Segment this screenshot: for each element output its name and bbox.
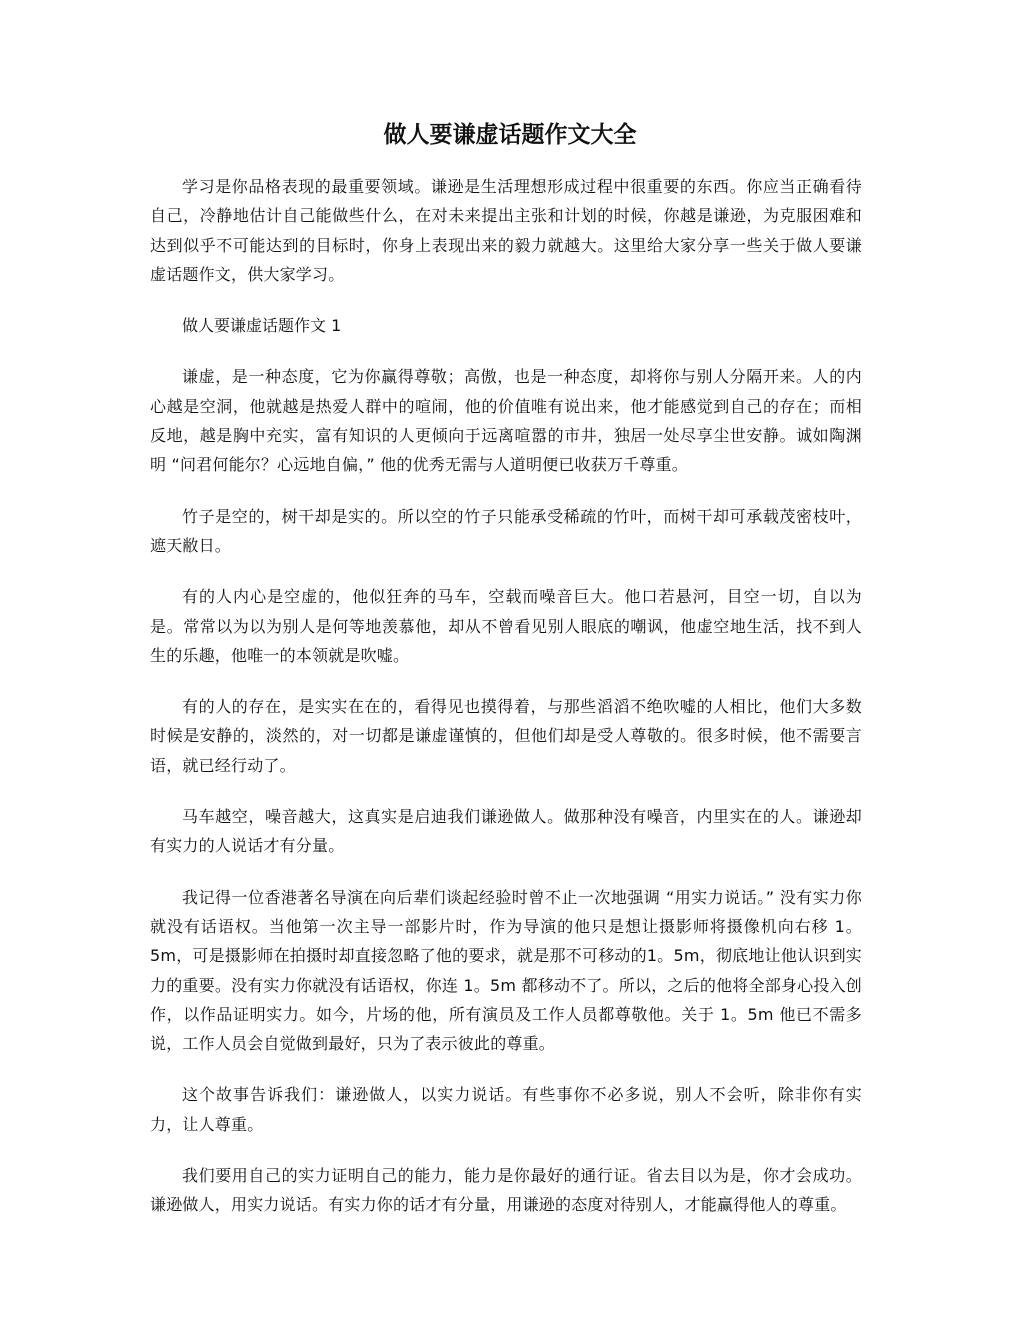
essay-paragraph: 我记得一位香港著名导演在向后辈们谈起经验时曾不止一次地强调 “用实力说话。” 没有实力你就没有话语权。当他第一次主导一部影片时，作为导演的他只是想让摄影师将摄像机向右移 1。5m，可是摄影师在拍摄时却直接忽略了他的要求，就是那不可移动的1。5m，彻底地让他认识到实力的重要。没有实力你就没有话语权，你连 1。5m 都移动不了。所以，之后的他将全部身心投入创作，以作品证明实力。如今，片场的他，所有演员及工作人员都尊敬他。关于 1。5m 他已不需多说，工作人员会自觉做到最好，只为了表示彼此的尊重。 [150, 887, 862, 1054]
essay-paragraph: 竹子是空的，树干却是实的。所以空的竹子只能承受稀疏的竹叶，而树干却可承载茂密枝叶，遮天敝日。 [150, 506, 862, 555]
essay-paragraph: 这个故事告诉我们：谦逊做人，以实力说话。有些事你不必多说，别人不会听，除非你有实力，让人尊重。 [150, 1085, 862, 1134]
essay-paragraph: 我们要用自己的实力证明自己的能力，能力是你最好的通行证。省去目以为是，你才会成功。谦逊做人，用实力说话。有实力你的话才有分量，用谦逊的态度对待别人，才能赢得他人的尊重。 [150, 1166, 862, 1215]
essay-paragraph: 马车越空，噪音越大，这真实是启迪我们谦逊做人。做那种没有噪音，内里实在的人。谦逊却有实力的人说话才有分量。 [150, 807, 862, 856]
essay-paragraph: 谦虚，是一种态度，它为你赢得尊敬；高傲，也是一种态度，却将你与别人分隔开来。人的内心越是空洞，他就越是热爱人群中的喧闹，他的价值唯有说出来，他才能感觉到自己的存在；而相反地，越是胸中充实，富有知识的人更倾向于远离喧嚣的市井，独居一处尽享尘世安静。诚如陶渊明 “问君何能尔？心远地自偏，” 他的优秀无需与人道明便已收获万千尊重。 [150, 367, 862, 475]
essay-paragraph: 有的人的存在，是实实在在的，看得见也摸得着，与那些滔滔不绝吹嘘的人相比，他们大多数时候是安静的，淡然的，对一切都是谦虚谨慎的，但他们却是受人尊敬的。很多时候，他不需要言语，就已经行动了。 [150, 697, 862, 775]
essay-subheading: 做人要谦虚话题作文 1 [182, 316, 342, 336]
intro-paragraph: 学习是你品格表现的最重要领域。谦逊是生活理想形成过程中很重要的东西。你应当正确看待自己，冷静地估计自己能做些什么，在对未来提出主张和计划的时候，你越是谦逊，为克服困难和达到似乎不可能达到的目标时，你身上表现出来的毅力就越大。这里给大家分享一些关于做人要谦虚话题作文，供大家学习。 [150, 177, 862, 284]
document-title: 做人要谦虚话题作文大全 [383, 121, 637, 148]
document-body [150, 172, 862, 1242]
essay-paragraph: 有的人内心是空虚的，他似狂奔的马车，空载而噪音巨大。他口若悬河，目空一切，自以为是。常常以为以为别人是何等地羡慕他，却从不曾看见别人眼底的嘲讽，他虚空地生活，找不到人生的乐趣，他唯一的本领就是吹嘘。 [150, 587, 862, 665]
